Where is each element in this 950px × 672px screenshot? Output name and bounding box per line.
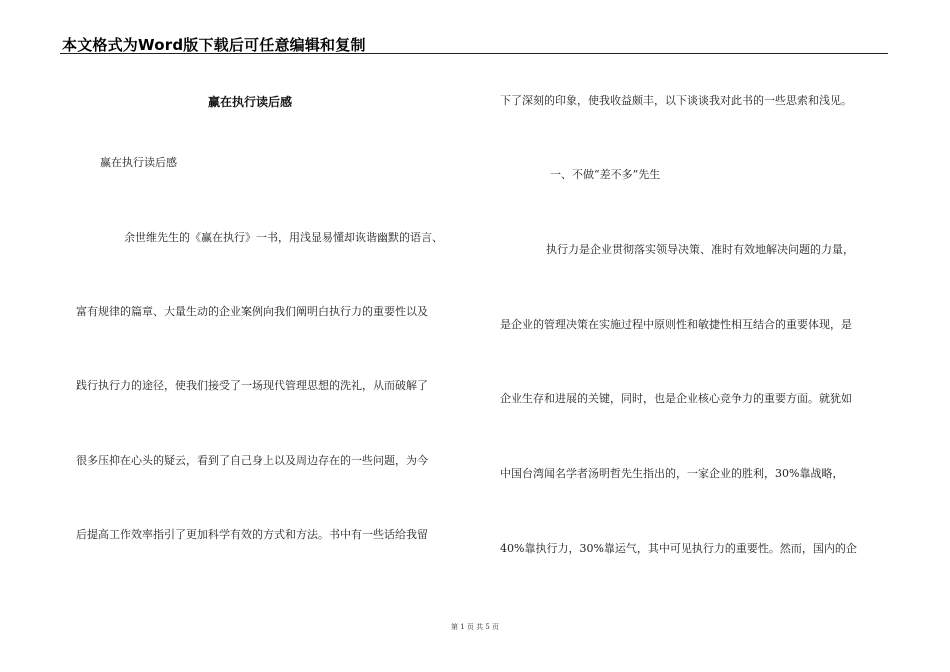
body-line: 40%靠执行力，30%靠运气，其中可见执行力的重要性。然而，国内的企 [500, 542, 857, 555]
body-line: 很多压抑在心头的疑云，看到了自己身上以及周边存在的一些问题，为今 [76, 454, 428, 467]
body-line: 富有规律的篇章、大量生动的企业案例向我们阐明白执行力的重要性以及 [76, 305, 428, 318]
body-line: 执行力是企业贯彻落实领导决策、准时有效地解决问题的力量， [546, 243, 854, 256]
header-divider [60, 53, 888, 54]
body-line: 余世维先生的《赢在执行》一书，用浅显易懂却诙谐幽默的语言、 [124, 231, 443, 244]
body-line: 中国台湾闻名学者汤明哲先生指出的，一家企业的胜利，30%靠战略， [500, 467, 844, 480]
body-line: 践行执行力的途径，使我们接受了一场现代管理思想的洗礼，从而破解了 [76, 379, 428, 392]
body-line: 企业生存和进展的关键，同时，也是企业核心竞争力的重要方面。就犹如 [500, 392, 852, 405]
body-line: 下了深刻的印象，使我收益颇丰，以下谈谈我对此书的一些思索和浅见。 [500, 94, 852, 107]
document-title: 赢在执行读后感 [208, 95, 293, 109]
body-line: 后提高工作效率指引了更加科学有效的方式和方法。书中有一些话给我留 [76, 528, 428, 541]
header-banner: 本文格式为Word版下载后可任意编辑和复制 [62, 36, 366, 54]
body-line: 是企业的管理决策在实施过程中原则性和敏捷性相互结合的重要体现，是 [500, 318, 852, 331]
page-number: 第 1 页 共 5 页 [450, 623, 500, 631]
body-line: 赢在执行读后感 [100, 156, 177, 169]
section-heading: 一、不做“差不多”先生 [550, 168, 661, 181]
